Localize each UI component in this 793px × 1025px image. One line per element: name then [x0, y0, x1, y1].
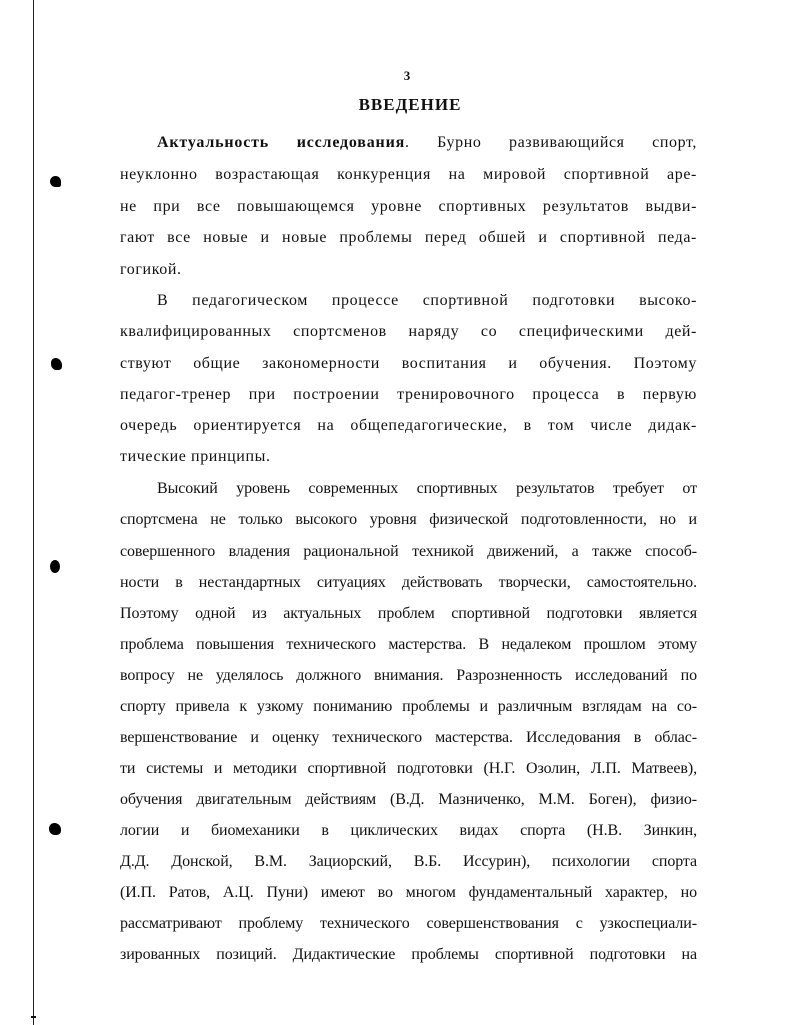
text-line: педагог-тренер при построении тренировочного процесса в первую [120, 386, 697, 403]
text-line: Высокий уровень современных спортивных результатов требует от [157, 480, 697, 497]
text-line: рассматривают проблему технического совершенствования с узкоспециали- [120, 915, 697, 932]
text-line: проблема повышения технического мастерства. В недалеком прошлом этому [120, 636, 697, 653]
text-line: Д.Д. Донской, В.М. Зациорский, В.Б. Иссурин), психологии спорта [120, 853, 697, 870]
text-line: вершенствование и оценку технического мастерства. Исследования в облас- [120, 729, 697, 746]
text-line: спорту привела к узкому пониманию проблемы и различным взглядам на со- [120, 698, 697, 715]
text-line: ствуют общие закономерности воспитания и обучения. Поэтому [120, 355, 697, 372]
text-line: вопросу не уделялось должного внимания. Разрозненность исследований по [120, 667, 697, 684]
punch-hole-mark [50, 176, 61, 187]
text-line: ти системы и методики спортивной подготовки (Н.Г. Озолин, Л.П. Матвеев), [120, 760, 697, 777]
text-line: зированных позиций. Дидактические проблемы спортивной подготовки на [120, 946, 697, 963]
text-line [157, 134, 697, 152]
text-line: обучения двигательным действиям (В.Д. Мазниченко, М.М. Боген), физио- [120, 791, 697, 808]
text-line: ности в нестандартных ситуациях действовать творчески, самостоятельно. [120, 574, 697, 591]
text-line: гогикой. [120, 261, 182, 278]
text-line: тические принципы. [120, 448, 271, 465]
scan-left-edge [33, 0, 34, 1025]
text-line: не при все повышающемся уровне спортивных результатов выдви- [120, 198, 697, 215]
text-line: совершенного владения рациональной техникой движений, а также способ- [120, 543, 697, 560]
text-line: Поэтому одной из актуальных проблем спортивной подготовки является [120, 605, 697, 622]
text-line: логии и биомеханики в циклических видах спорта (Н.В. Зинкин, [120, 822, 697, 839]
text-line: спортсмена не только высокого уровня физической подготовленности, но и [120, 511, 697, 528]
punch-hole-mark [51, 358, 62, 370]
text-line: неуклонно возрастающая конкуренция на мировой спортивной аре- [120, 166, 697, 183]
punch-hole-mark [49, 823, 61, 835]
punch-hole-mark [50, 560, 60, 573]
scan-bottom-tick [31, 1016, 36, 1018]
text-line: очередь ориентируется на общепедагогические, в том числе дидак- [120, 417, 697, 434]
text-line: квалифицированных спортсменов наряду со специфическими дей- [120, 323, 697, 340]
text-run: . Бурно развивающийся спорт, [405, 134, 697, 151]
text-line: В педагогическом процессе спортивной подготовки высоко- [157, 292, 697, 309]
text-line: (И.П. Ратов, А.Ц. Пуни) имеют во многом фундаментальный характер, но [120, 884, 697, 901]
page-number: 3 [403, 68, 411, 83]
bold-term: Актуальность исследования [157, 134, 406, 151]
text-line: гают все новые и новые проблемы перед обшей и спортивной педа- [120, 229, 697, 246]
section-title: ВВЕДЕНИЕ [358, 95, 462, 114]
